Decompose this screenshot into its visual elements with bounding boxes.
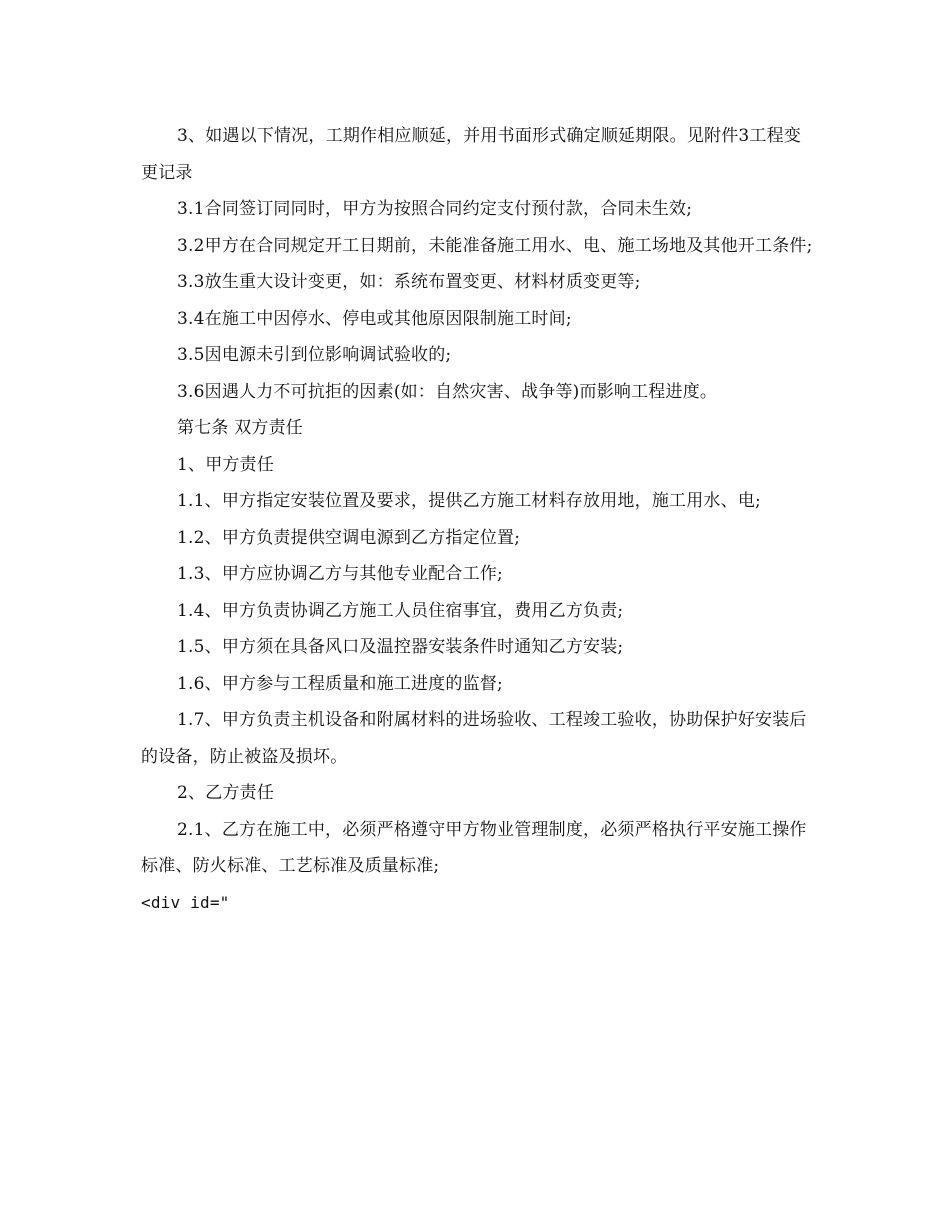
- paragraph-1-1: 1.1、甲方指定安装位置及要求，提供乙方施工材料存放用地，施工用水、电;: [177, 491, 761, 511]
- paragraph-1-3: 1.3、甲方应协调乙方与其他专业配合工作;: [177, 564, 503, 584]
- section-heading-article-7: 第七条 双方责任: [177, 418, 304, 438]
- paragraph-3-6: 3.6因遇人力不可抗拒的因素(如：自然灾害、战争等)而影响工程进度。: [177, 381, 718, 402]
- paragraph-3-3: 3.3放生重大设计变更，如：系统布置变更、材料材质变更等;: [177, 272, 641, 292]
- paragraph-3-4: 3.4在施工中因停水、停电或其他原因限制施工时间;: [177, 308, 572, 329]
- paragraph-3-2: 3.2甲方在合同规定开工日期前，未能准备施工用水、电、施工场地及其他开工条件;: [177, 235, 813, 256]
- paragraph-3-delay-conditions: 3、如遇以下情况，工期作相应顺延，并用书面形式确定顺延期限。见附件3工程变更记录: [141, 126, 802, 183]
- paragraph-1-6: 1.6、甲方参与工程质量和施工进度的监督;: [177, 673, 503, 694]
- paragraph-1-5: 1.5、甲方须在具备风口及温控器安装条件时通知乙方安装;: [177, 637, 624, 657]
- paragraph-3-1: 3.1合同签订同同时，甲方为按照合同约定支付预付款，合同未生效;: [177, 199, 693, 219]
- paragraph-2-1: 2.1、乙方在施工中，必须严格遵守甲方物业管理制度，必须严格执行平安施工操作标准、防火标准、工艺标准及质量标准;: [141, 819, 807, 876]
- document-body: [141, 118, 813, 921]
- subheading-party-b-duties: 2、乙方责任: [177, 783, 275, 803]
- paragraph-1-4: 1.4、甲方负责协调乙方施工人员住宿事宜，费用乙方负责;: [177, 600, 624, 621]
- subheading-party-a-duties: 1、甲方责任: [177, 454, 275, 475]
- paragraph-1-7: 1.7、甲方负责主机设备和附属材料的进场验收、工程竣工验收，协助保护好安装后的设备，防止被盗及损坏。: [141, 710, 807, 767]
- paragraph-3-5: 3.5因电源未引到位影响调试验收的;: [177, 345, 452, 365]
- paragraph-1-2: 1.2、甲方负责提供空调电源到乙方指定位置;: [177, 527, 521, 548]
- stray-markup-text: <div id=": [141, 892, 230, 912]
